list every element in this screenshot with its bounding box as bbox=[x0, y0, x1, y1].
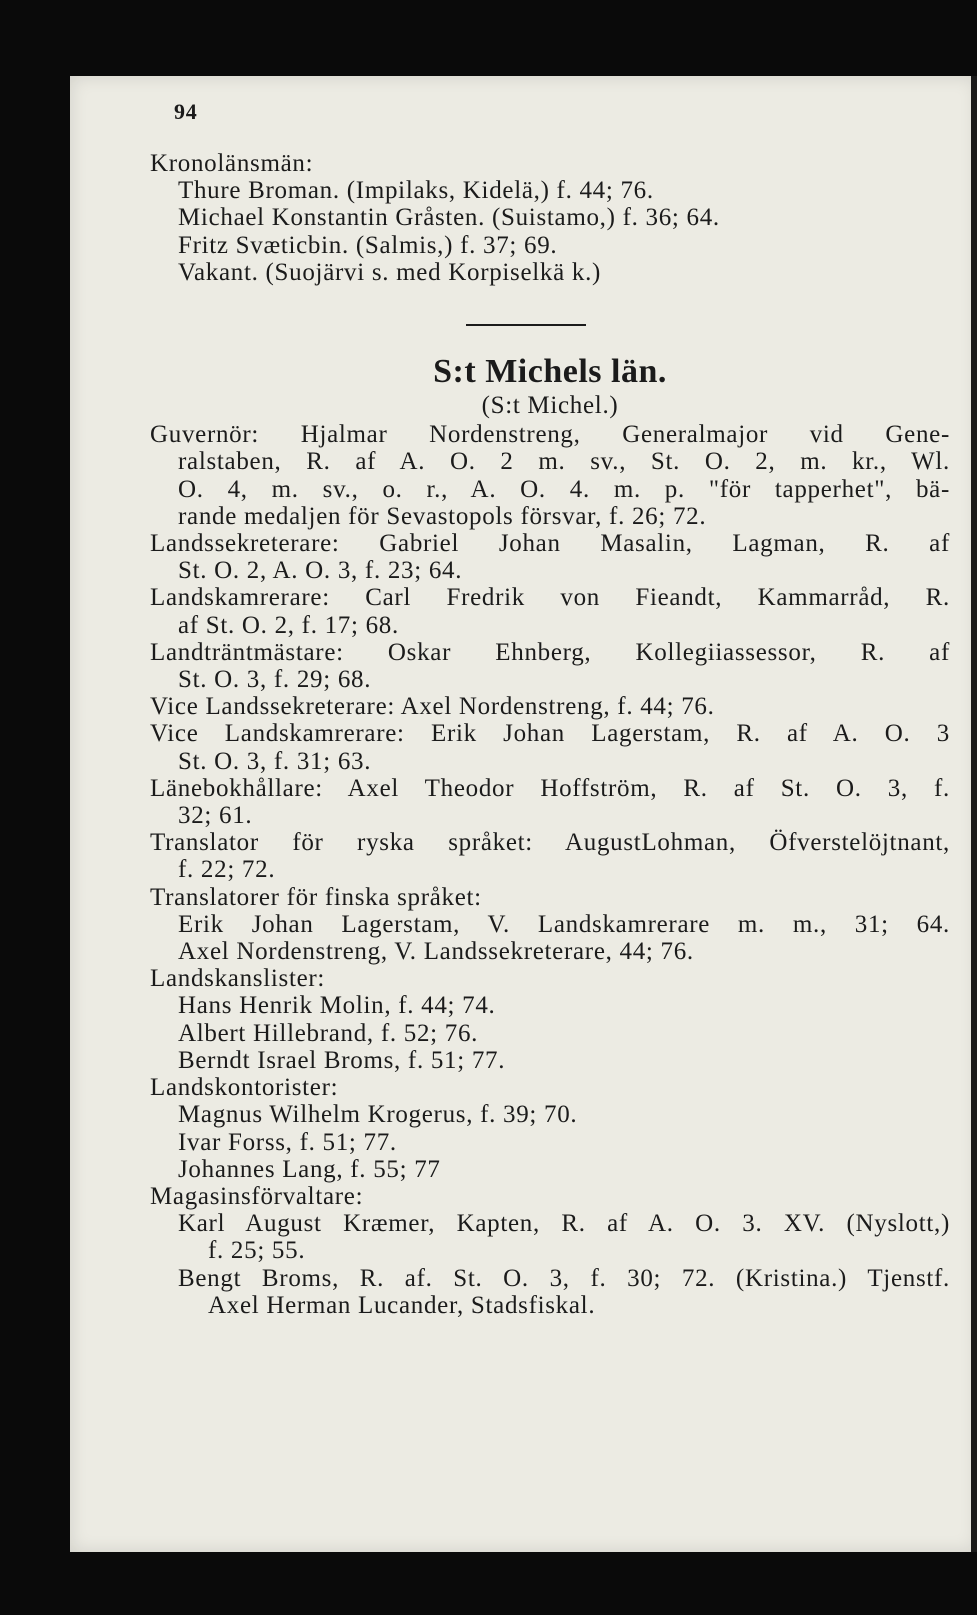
kronolansman-entry: Thure Broman. (Impilaks, Kidelä,) f. 44; 76. bbox=[178, 177, 654, 205]
text-line: Hans Henrik Molin, f. 44; 74. bbox=[178, 992, 496, 1020]
text-line: Axel Herman Lucander, Stadsfiskal. bbox=[208, 1291, 596, 1319]
text-line: Magnus Wilhelm Krogerus, f. 39; 70. bbox=[178, 1101, 578, 1129]
section-body bbox=[150, 421, 950, 1319]
text-line: af St. O. 2, f. 17; 68. bbox=[178, 611, 399, 639]
text-line: Landskamrerare: Carl Fredrik von Fieandt, Kammarråd, R. bbox=[150, 584, 950, 612]
text-line: Vice Landskamrerare: Erik Johan Lagerstam, R. af A. O. 3 bbox=[150, 720, 950, 748]
text-line: Guvernör: Hjalmar Nordenstreng, Generalmajor vid Gene- bbox=[150, 421, 950, 449]
kronolansman-entry: Fritz Svæticbin. (Salmis,) f. 37; 69. bbox=[178, 231, 558, 259]
text-line: Magasinsförvaltare: bbox=[150, 1182, 364, 1210]
text-line: Landträntmästare: Oskar Ehnberg, Kollegiiassessor, R. af bbox=[150, 638, 950, 666]
text-line: ralstaben, R. af A. O. 2 m. sv., St. O. 2, m. kr., Wl. bbox=[178, 448, 950, 476]
text-line: Landssekreterare: Gabriel Johan Masalin, Lagman, R. af bbox=[150, 530, 950, 558]
kronolansman-entry: Vakant. (Suojärvi s. med Korpiselkä k.) bbox=[178, 258, 602, 286]
text-line: Erik Johan Lagerstam, V. Landskamrerare m. m., 31; 64. bbox=[178, 910, 950, 938]
kronolansman-label: Kronolänsmän: bbox=[150, 150, 314, 177]
text-line: Albert Hillebrand, f. 52; 76. bbox=[178, 1019, 479, 1047]
text-line: St. O. 2, A. O. 3, f. 23; 64. bbox=[178, 557, 463, 585]
text-line: f. 22; 72. bbox=[178, 856, 276, 884]
text-line: St. O. 3, f. 29; 68. bbox=[178, 666, 372, 694]
text-line: rande medaljen för Sevastopols försvar, f. 26; 72. bbox=[178, 502, 707, 530]
text-line: Ivar Forss, f. 51; 77. bbox=[178, 1128, 397, 1156]
text-line: f. 25; 55. bbox=[208, 1237, 306, 1265]
text-line: 32; 61. bbox=[178, 802, 253, 830]
kronolansman-entry: Michael Konstantin Gråsten. (Suistamo,) f. 36; 64. bbox=[178, 204, 720, 232]
page-text bbox=[150, 98, 950, 1319]
section-title: S:t Michels län. bbox=[433, 353, 667, 391]
text-line: Landskontorister: bbox=[150, 1074, 339, 1102]
text-line: Karl August Kræmer, Kapten, R. af A. O. 3. XV. (Nyslott,) bbox=[178, 1210, 950, 1238]
text-line: St. O. 3, f. 31; 63. bbox=[178, 747, 372, 775]
text-line: Bengt Broms, R. af. St. O. 3, f. 30; 72. (Kristina.) Tjenstf. bbox=[178, 1264, 950, 1292]
section-subtitle: (S:t Michel.) bbox=[481, 392, 619, 420]
text-line: O. 4, m. sv., o. r., A. O. 4. m. p. "för tapperhet", bä- bbox=[178, 475, 950, 503]
section-divider bbox=[466, 324, 586, 326]
text-line: Landskanslister: bbox=[150, 965, 326, 993]
text-line: Johannes Lang, f. 55; 77 bbox=[178, 1155, 441, 1183]
text-line: Berndt Israel Broms, f. 51; 77. bbox=[178, 1046, 506, 1074]
text-line: Länebokhållare: Axel Theodor Hoffström, R. af St. O. 3, f. bbox=[150, 774, 950, 802]
text-line: Vice Landssekreterare: Axel Nordenstreng, f. 44; 76. bbox=[150, 693, 715, 721]
text-line: Translator för ryska språket: AugustLohman, Öfverstelöjtnant, bbox=[150, 829, 950, 857]
text-line: Translatorer för finska språket: bbox=[150, 883, 482, 911]
page-number: 94 bbox=[174, 99, 198, 124]
page-edge bbox=[971, 76, 977, 1552]
text-line: Axel Nordenstreng, V. Landssekreterare, 44; 76. bbox=[178, 938, 694, 966]
page-sheet bbox=[70, 76, 977, 1552]
